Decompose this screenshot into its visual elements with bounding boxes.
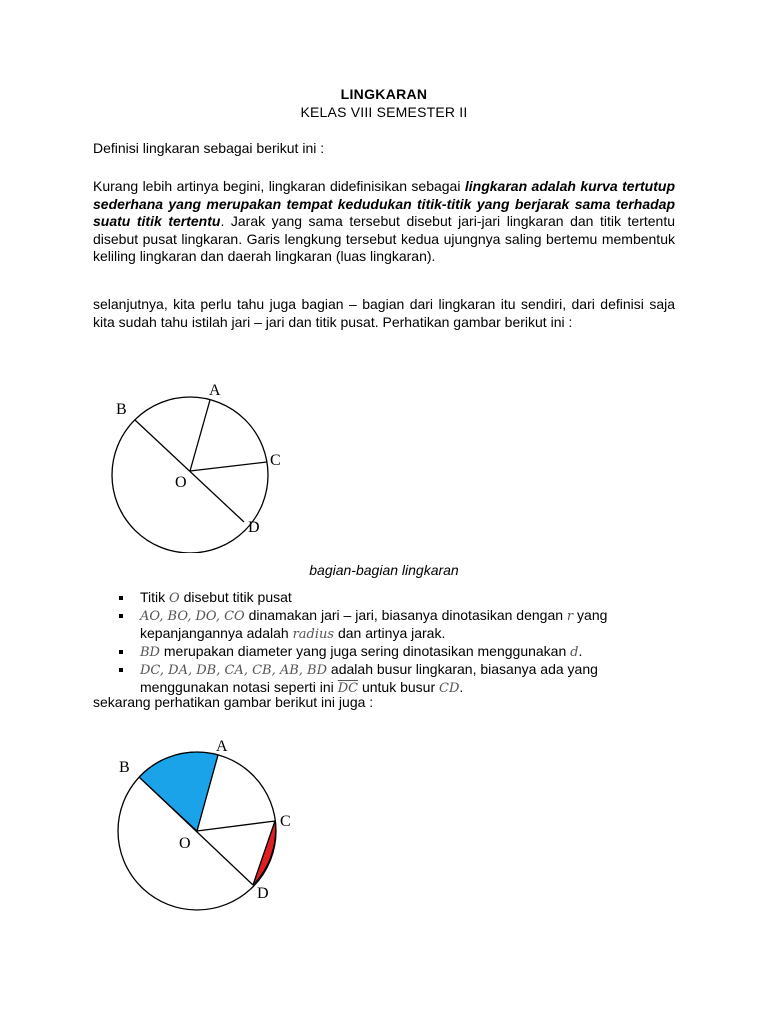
list-item: BD merupakan diameter yang juga sering dinotasikan menggunakan d. [112,643,672,661]
label-b: B [119,759,130,776]
document-subtitle: KELAS VIII SEMESTER II [300,104,468,120]
figure-caption: bagian-bagian lingkaran [309,562,459,578]
circle-figure-2 [112,732,302,920]
sector-bo-ao [139,752,218,831]
label-a: A [216,738,228,755]
label-d: D [257,885,269,902]
list-item-continuation: kepanjangannya adalah radius dan artinya jarak. [140,625,446,642]
label-o: O [179,835,191,852]
circle-figure-1 [105,378,295,553]
label-b: B [116,401,127,418]
parts-paragraph: selanjutnya, kita perlu tahu juga bagian – bagian dari lingkaran itu sendiri, dari definisi saja kita sudah tahu istilah jari – jari dan titik pusat. Perhatikan gambar berikut ini : [93,296,675,330]
document-title: LINGKARAN [340,86,428,102]
bullet-icon [119,650,123,654]
radius-co [190,462,267,471]
label-c: C [270,452,281,469]
label-d: D [248,519,260,536]
arc-notation: $\overline{DC}$ [337,681,359,696]
next-figure-paragraph: sekarang perhatikan gambar berikut ini juga : [93,694,374,710]
label-a: A [209,382,221,399]
definition-lead: Kurang lebih artinya begini, lingkaran didefinisikan sebagai [93,178,465,194]
list-item: Titik O disebut titik pusat [112,589,672,607]
bullet-icon [119,596,123,600]
definition-bold: lingkaran adalah kurva tertutup sederhana yang merupakan tempat kedudukan titik-titik yang berjarak sama terhadap suatu titik tertentu [93,178,675,230]
list-item: DC, DA, DB, CA, CB, AB, BD adalah busur lingkaran, biasanya ada yang [112,661,672,679]
radius-ao [190,400,210,471]
intro-paragraph: Definisi lingkaran sebagai berikut ini : [93,140,325,156]
label-c: C [280,813,291,830]
list-item-continuation: menggunakan notasi seperti ini $\overline{DC}$ untuk busur CD. [140,679,464,696]
definition-rest: . Jarak yang sama tersebut disebut jari-jari lingkaran dan titik tertentu disebut pusat lingkaran. Garis lengkung tersebut kedua ujungnya saling bertemu membentuk keliling lingkaran dan daerah lingkaran (luas lingkaran). [93,213,675,265]
label-o: O [175,474,187,491]
bullet-list [112,589,672,697]
bullet-icon [119,668,123,672]
list-item: AO, BO, DO, CO dinamakan jari – jari, biasanya dinotasikan dengan r yang [112,607,672,625]
definition-paragraph [93,178,675,266]
radius-co [197,821,275,831]
diameter-bd [135,420,244,522]
bullet-icon [119,614,123,618]
